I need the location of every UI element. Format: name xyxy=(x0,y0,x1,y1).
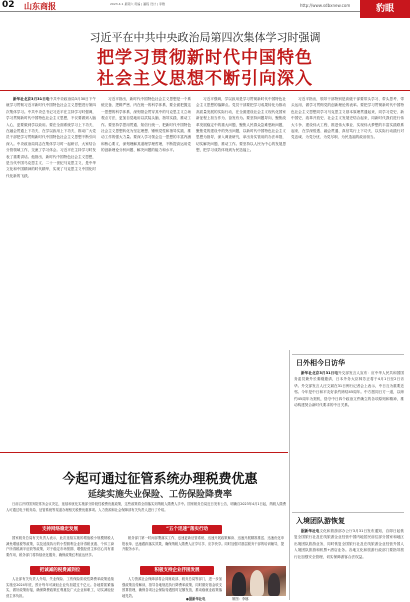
side-news-text-2: 文化和旅游部办公厅3月31日发布通知，自即日起恢复全国旅行社及在线旅游企业经营中国内地居民前往部分国家和地区出境团队旅游业务，同时恢复全国旅行社及在线旅游企业经营外国人入境团队旅游和机票+酒店业务。各地文化和旅游行政部门要指导旅行社加强安全管理，切实保障游客合法权益。 xyxy=(294,529,404,559)
lead-headline-line1: 把学习贯彻新时代中国特色 xyxy=(97,48,313,68)
lead-column-3-text: 习近平强调，学以致用是学习贯彻新时代中国特色社会主义思想的落脚点。党员干部要把学习成果转化为推动高质量发展的实际行动，在全面建设社会主义现代化国家新征程上担当作为、奋发有为。要坚持问题导向，聚焦改革发展稳定中的重大问题，聚焦人民群众急难愁盼问题，聚焦党的建设中的突出问题，以新时代中国特色社会主义思想为指导，深入调查研究，拿出务实管用的办法举措，切实解决问题、推动工作。要坚持以人民为中心的发展思想，把学习成效体现到为民造福上。 xyxy=(196,97,286,153)
lead-column-2 xyxy=(101,96,191,448)
photo-caption: 制图：李娜 xyxy=(232,597,249,601)
box-title-2: “五个迅速”落实行动 xyxy=(152,525,222,534)
side-news-text: 外交部发言人宣布：应中华人民共和国国务委员兼外长秦刚邀请，日本外务大臣林芳正将于4月1日至2日访华。外交部发言人汪文斌在31日例行记者会上表示，中日互为重要近邻。今年是中日和平友好条约缔结45周年。中方愿同日方一道，以缔约45周年为契机，恪守中日四个政治文件确立的各项原则和精神，推动构建契合新时代要求的中日关系。 xyxy=(294,371,404,408)
lead-headline-line2: 社会主义思想不断引向深入 xyxy=(97,69,313,89)
box-body-1-text: 国家税务总局有关负责人表示，此次延续实施的增值税小规模纳税人减免增值税等政策，以及延续执行的小型微利企业所得税优惠、个体工商户所得税减半征收等政策，对于稳定市场预期、增强经营主体信心具有重要作用，税务部门将持续优化服务，确保政策红利直达快享。 xyxy=(6,536,114,557)
side-divider-2 xyxy=(292,512,404,513)
site-url[interactable]: http://www.sdbxnew.com xyxy=(300,3,351,8)
lead-column-1-text: 中共中央政治局3月30日下午就学习贯彻习近平新时代中国特色社会主义思想进行第四次集体学习。中共中央总书记习近平在主持学习时强调，学习贯彻新时代中国特色社会主义思想，不仅要做到入脑入心，更要做到学以致用。要在全面系统学习上下功夫，在融会贯通上下功夫，在学以致用上下功夫，推动广大党员干部把学习贯彻新时代中国特色社会主义思想不断引向深入。中央政治局同志在集体学习时一起研讨，大家结合分管领域工作，交流了学习体会。习近平在主持学习时发表了重要讲话。他指出，新时代中国特色社会主义思想，是当代中国马克思主义、二十一世纪马克思主义，是中华文化和中国精神的时代精华，实现了马克思主义中国化时代化新的飞跃。 xyxy=(6,97,96,178)
page-number: 02 xyxy=(2,0,15,10)
box-body-3 xyxy=(6,577,114,600)
box-body-2 xyxy=(122,536,284,564)
box-title-4: 积极支持企业抒困发展 xyxy=(140,566,214,575)
lead-column-4-text: 习近平指出，领导干部特别是高级干部要带头学习、带头思考、带头运用，做学习贯彻党的创新理论的表率。要把学习贯彻新时代中国特色社会主义思想同学习马克思主义基本原理贯通起来，同学习党史、新中国史、改革开放史、社会主义发展史结合起来，同新时代我们进行伟大斗争、建设伟大工程、推进伟大事业、实现伟大梦想的丰富实践联系起来，在学深悟透、融会贯通、真信笃行上下功夫，以实际行动践行对党忠诚、为党分忧、为党尽职、为民造福的政治担当。 xyxy=(291,97,404,140)
section-brand: 豹眼 xyxy=(360,0,410,18)
policy-intro-text: 日前召开的国务院常务会议决定，延续和优化实施部分阶段性税费优惠政策，这些政策将全面落实到纳税人缴费人手中。国家税务总局近日发布公告，明确自2023年4月1日起，纳税人缴费人可通过电子税务局、征管系统等渠道办理相关税费优惠事项。人力资源和社会保障部有关负责人进行了介绍。 xyxy=(6,502,286,512)
lead-column-3 xyxy=(196,96,286,448)
lead-dateline: 新华社北京3月31日电 xyxy=(13,97,50,101)
side-news-title-2: 入境团队游恢复 xyxy=(296,517,345,525)
side-news-dateline-2: 据新华社电 xyxy=(301,529,320,533)
policy-byline: ●据新华社电 xyxy=(186,597,206,601)
box-body-4-text: 人力资源社会保障部将会同财政部、税务总局等部门，进一步加强政策宣传解读，指导各地规范执行降费率政策，同时做好基金收支预算管理，确保各项社会保险待遇按时足额发放，推动稳就业政策落地见效。 xyxy=(122,577,222,598)
masthead xyxy=(0,0,410,12)
box-title-3: 把诚减的税费减到位 xyxy=(30,566,90,575)
side-news-dateline: 新华社北京3月31日电 xyxy=(301,371,339,375)
policy-subheadline: 延续实施失业保险、工伤保险降费率 xyxy=(87,490,232,500)
headline-rule xyxy=(0,90,410,91)
lead-kicker: 习近平在中共中央政治局第四次集体学习时强调 xyxy=(89,31,321,44)
side-divider xyxy=(292,354,404,355)
policy-intro xyxy=(6,502,286,522)
box-body-2-text: 税务部门第一时间部署落实工作，迅速更新征管系统、迅速开展政策解读、迅速开展精准推送、迅速优化申报表单、迅速跟踪落实效果，确保纳税人缴费人应享尽享、应享快享。同时加强对基层税务干部的培训辅导，提升服务水平。 xyxy=(122,536,284,552)
photo-figure-1 xyxy=(232,572,246,596)
box-body-3-text: 人社部有关负责人介绍，失业保险、工伤保险阶段性降费率政策延续实施至2024年底，预计每年可减轻企业负担超过千亿元。各地要抓紧落实，做好政策衔接，确保降费政策红利惠及广大企业和职工，切实减轻经营主体负担。 xyxy=(6,577,114,598)
side-news-body-2 xyxy=(294,528,404,598)
lead-column-1 xyxy=(6,96,96,448)
side-news-title: 日外相今日访华 xyxy=(296,359,345,367)
box-title-1: 支持网络稳定发展 xyxy=(30,525,90,534)
lead-column-2-text: 习近平指出，新时代中国特色社会主义思想是一个系统完备、逻辑严密、内在统一的科学体系，要全面把握这一思想的科学体系，深刻领会贯穿其中的马克思主义立场观点方法，更加自觉地用以武装头脑、指导实践、推动工作。要坚持学思用贯通、知信行统一，把新时代中国特色社会主义思想转化为坚定理想、锤炼党性和指导实践、推动工作的强大力量。要深入学习领会这一思想的丰富内涵和核心要义，深刻理解其道理学理哲理，不断提高运用党的创新理论分析问题、解决问题的能力和水平。 xyxy=(101,97,191,153)
lead-column-4 xyxy=(291,96,404,351)
issue-info: 2023.4.1 星期六 责编 | 潘程 设计 | 李雅 xyxy=(110,2,166,6)
photo-figure-2 xyxy=(250,570,264,596)
box-body-4 xyxy=(122,577,222,600)
paper-name: 山东商报 xyxy=(24,2,56,11)
policy-headline: 今起可通过征管系统办理税费优惠 xyxy=(62,472,258,487)
box-body-1 xyxy=(6,536,114,564)
policy-top-rule xyxy=(0,452,288,453)
policy-photo xyxy=(226,566,286,596)
photo-figure-3 xyxy=(268,573,280,596)
